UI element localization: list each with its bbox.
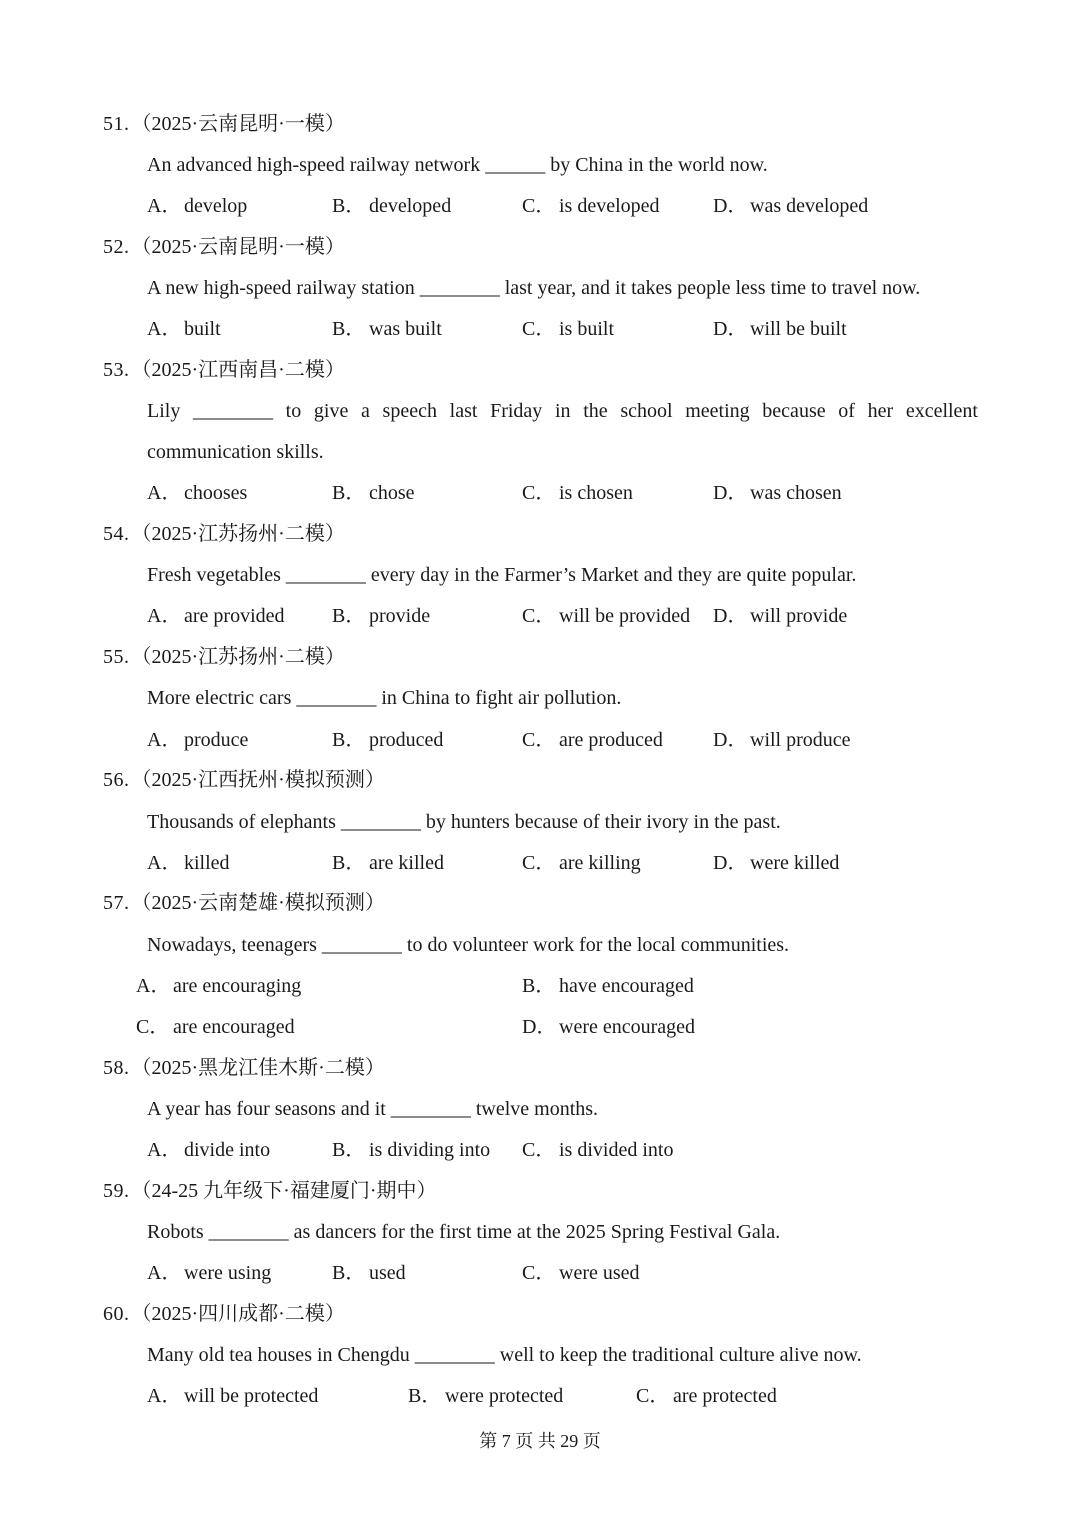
question-53-stem: Lily ________ to give a speech last Friday in the school meeting because of her excellent — [147, 400, 978, 422]
question-58-stem: A year has four seasons and it ________ twelve months. — [147, 1098, 599, 1120]
question-54-stem: Fresh vegetables ________ every day in the Farmer’s Market and they are quite popular. — [147, 564, 857, 586]
question-number: 55. — [103, 646, 130, 668]
question-56-stem: Thousands of elephants ________ by hunters because of their ivory in the past. — [147, 811, 781, 833]
question-source: （2025·江苏扬州·二模） — [131, 523, 345, 545]
option-b[interactable]: B． produced — [332, 729, 444, 751]
option-b[interactable]: B． was built — [332, 318, 442, 340]
option-b[interactable]: B． chose — [332, 482, 415, 504]
option-d[interactable]: D． was developed — [713, 195, 869, 217]
option-c[interactable]: C． are encouraged — [136, 1016, 295, 1038]
option-a[interactable]: A． killed — [147, 852, 230, 874]
option-a[interactable]: A． are provided — [147, 605, 285, 627]
option-a[interactable]: A． develop — [147, 195, 248, 217]
option-a[interactable]: A． chooses — [147, 482, 248, 504]
option-b[interactable]: B． provide — [332, 605, 431, 627]
option-c[interactable]: C． will be provided — [522, 605, 691, 627]
question-source: （2025·黑龙江佳木斯·二模） — [131, 1057, 385, 1079]
question-58-header — [103, 1056, 385, 1080]
question-number: 51. — [103, 113, 130, 135]
question-source: （2025·江苏扬州·二模） — [131, 646, 345, 668]
question-source: （2025·云南楚雄·模拟预测） — [131, 892, 385, 914]
question-55-header — [103, 645, 345, 669]
option-b[interactable]: B． developed — [332, 195, 452, 217]
option-d[interactable]: D． were killed — [713, 852, 840, 874]
question-number: 52. — [103, 236, 130, 258]
option-b[interactable]: B． is dividing into — [332, 1139, 491, 1161]
question-number: 59. — [103, 1180, 130, 1202]
option-d[interactable]: D． was chosen — [713, 482, 842, 504]
question-54-header — [103, 522, 345, 546]
question-56-header — [103, 768, 385, 792]
option-c[interactable]: C． is chosen — [522, 482, 633, 504]
option-b[interactable]: B． were protected — [408, 1385, 564, 1407]
question-59-header — [103, 1179, 436, 1203]
question-number: 54. — [103, 523, 130, 545]
option-d[interactable]: D． were encouraged — [522, 1016, 696, 1038]
option-d[interactable]: D． will produce — [713, 729, 851, 751]
option-d[interactable]: D． will provide — [713, 605, 848, 627]
question-52-header — [103, 235, 345, 259]
question-source: （2025·云南昆明·一模） — [131, 236, 345, 258]
question-number: 58. — [103, 1057, 130, 1079]
question-51-stem: An advanced high-speed railway network ______ by China in the world now. — [147, 154, 768, 176]
question-53-header — [103, 358, 345, 382]
option-c[interactable]: C． is built — [522, 318, 615, 340]
option-a[interactable]: A． produce — [147, 729, 249, 751]
page-footer: 第 7 页 共 29 页 — [479, 1431, 601, 1451]
question-51-header — [103, 112, 345, 136]
option-c[interactable]: C． are protected — [636, 1385, 777, 1407]
question-55-stem: More electric cars ________ in China to fight air pollution. — [147, 687, 622, 709]
question-source: （2025·江西南昌·二模） — [131, 359, 345, 381]
option-a[interactable]: A． are encouraging — [136, 975, 302, 997]
question-60-stem: Many old tea houses in Chengdu ________ well to keep the traditional culture alive now. — [147, 1344, 862, 1366]
question-number: 56. — [103, 769, 130, 791]
option-c[interactable]: C． were used — [522, 1262, 640, 1284]
option-c[interactable]: C． are produced — [522, 729, 663, 751]
option-d[interactable]: D． will be built — [713, 318, 847, 340]
option-a[interactable]: A． built — [147, 318, 221, 340]
option-a[interactable]: A． will be protected — [147, 1385, 319, 1407]
question-source: （24-25 九年级下·福建厦门·期中） — [131, 1180, 437, 1202]
question-source: （2025·江西抚州·模拟预测） — [131, 769, 385, 791]
option-c[interactable]: C． is divided into — [522, 1139, 674, 1161]
question-57-header — [103, 891, 385, 915]
option-c[interactable]: C． is developed — [522, 195, 660, 217]
question-60-header — [103, 1302, 345, 1326]
option-b[interactable]: B． used — [332, 1262, 406, 1284]
option-a[interactable]: A． divide into — [147, 1139, 271, 1161]
question-number: 60. — [103, 1303, 130, 1325]
question-source: （2025·四川成都·二模） — [131, 1303, 345, 1325]
question-57-stem: Nowadays, teenagers ________ to do volunteer work for the local communities. — [147, 934, 790, 956]
option-b[interactable]: B． are killed — [332, 852, 444, 874]
question-number: 57. — [103, 892, 130, 914]
question-52-stem: A new high-speed railway station ________ last year, and it takes people less time to travel now. — [147, 277, 921, 299]
question-53-stem-continued: communication skills. — [147, 441, 324, 463]
option-c[interactable]: C． are killing — [522, 852, 641, 874]
option-a[interactable]: A． were using — [147, 1262, 272, 1284]
question-source: （2025·云南昆明·一模） — [131, 113, 345, 135]
question-number: 53. — [103, 359, 130, 381]
question-59-stem: Robots ________ as dancers for the first time at the 2025 Spring Festival Gala. — [147, 1221, 781, 1243]
option-b[interactable]: B． have encouraged — [522, 975, 694, 997]
